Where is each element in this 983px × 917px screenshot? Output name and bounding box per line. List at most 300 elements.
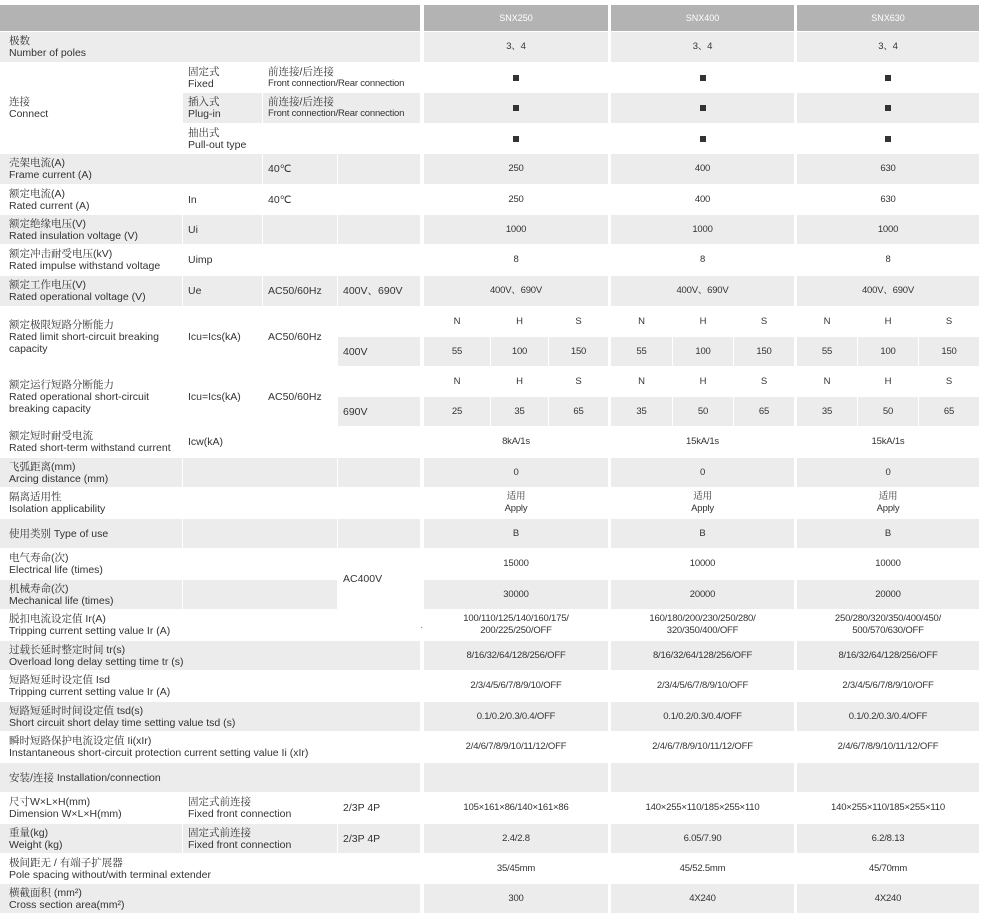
grade-letter: N — [453, 315, 461, 327]
mechanical-life-2 — [797, 580, 979, 609]
impulse-symbol — [183, 245, 262, 275]
isolation-value-en: Apply — [876, 503, 900, 514]
connect-pullout-mark-2 — [797, 124, 979, 153]
impulse-label — [0, 245, 182, 275]
connect-plugin-type — [183, 93, 262, 123]
capacity-value: 50 — [697, 405, 709, 417]
weight-1 — [611, 824, 794, 853]
impulse-value: 8 — [885, 254, 891, 265]
short-delay-time-value: 0.1/0.2/0.3/0.4/OFF — [476, 710, 556, 722]
isolation-value-en: Apply — [504, 503, 528, 514]
connect-fixed-conn — [263, 63, 420, 92]
tripping-current-2 — [797, 610, 979, 640]
electrical-life-1 — [611, 549, 794, 579]
connect-pullout-type — [183, 124, 337, 153]
poles-label-en: Number of poles — [9, 47, 87, 59]
square-mark-icon — [513, 75, 519, 81]
frame-current-2 — [797, 154, 979, 184]
square-mark-icon — [700, 136, 706, 142]
isolation-value-en: Apply — [691, 503, 714, 514]
icu-value-4 — [673, 337, 733, 366]
grade-letter: S — [760, 315, 768, 327]
capacity-value: 100 — [695, 345, 711, 357]
cond-text: AC50/60Hz — [268, 330, 322, 343]
arcing-value: 0 — [513, 466, 519, 478]
icw-value: 15kA/1s — [686, 436, 719, 447]
empty-cell — [183, 519, 337, 548]
label-en: Tripping current setting value Ir (A) — [9, 625, 171, 637]
ics-grade-2 — [549, 367, 608, 396]
operational-voltage-cond — [263, 276, 337, 306]
electrical-life-value: 10000 — [875, 558, 901, 569]
arcing-0 — [424, 458, 608, 487]
icu-value-3 — [611, 337, 672, 366]
label-en: Short circuit short delay time setting value tsd (s) — [9, 716, 236, 729]
insulation-0 — [424, 215, 608, 244]
frame-current-cond — [263, 154, 337, 184]
empty-cell — [338, 519, 420, 548]
short-delay-current-value: 2/3/4/5/6/7/8/9/10/OFF — [470, 680, 562, 691]
short-delay-current-1 — [611, 671, 794, 701]
ics-value-3 — [611, 397, 672, 426]
short-delay-current-label — [0, 671, 420, 701]
weight-0 — [424, 824, 608, 853]
icu-grade-4 — [673, 307, 733, 336]
installation-empty-2 — [797, 763, 979, 792]
connect-pullout-mark-1 — [611, 124, 794, 153]
impulse-1 — [611, 245, 794, 275]
frame-current-value: 630 — [880, 163, 896, 174]
arcing-1 — [611, 458, 794, 487]
electrical-life-value: 10000 — [689, 558, 716, 569]
icu-grade-5 — [734, 307, 794, 336]
cond-text: AC400V — [343, 573, 383, 585]
insulation-value: 1000 — [692, 223, 713, 235]
dimension-2 — [797, 793, 979, 823]
grade-letter: H — [516, 375, 523, 387]
icu-value-1 — [491, 337, 548, 366]
installation-empty-1 — [611, 763, 794, 792]
tripping-marker: · — [420, 622, 424, 633]
instantaneous-label — [0, 732, 420, 762]
short-delay-time-2 — [797, 702, 979, 731]
empty-cell — [183, 549, 337, 579]
capacity-value: 35 — [514, 405, 525, 417]
square-mark-icon — [885, 136, 891, 142]
connect-fixed-type — [183, 63, 262, 92]
tripping-current-1 — [611, 610, 794, 640]
arcing-value: 0 — [885, 466, 891, 478]
frame-current-1 — [611, 154, 794, 184]
connect-plugin-mark-1 — [611, 93, 794, 123]
mechanical-life-1 — [611, 580, 794, 609]
capacity-value: 50 — [882, 405, 894, 417]
impulse-2 — [797, 245, 979, 275]
tripping-current-value-l2: 200/225/250/OFF — [480, 625, 552, 636]
icu-label-zh: 额定极限短路分断能力 — [9, 318, 114, 331]
label-zh: 瞬时短路保护电流设定值 Ii(xIr) — [9, 735, 152, 747]
instantaneous-value: 2/4/6/7/8/9/10/11/12/OFF — [465, 741, 567, 752]
label-zh: 过载长延时整定时间 tr(s) — [9, 643, 126, 656]
label-zh: 横截面积 (mm²) — [9, 886, 82, 899]
dimension-0 — [424, 793, 608, 823]
isolation-value-zh: 适用 — [693, 491, 712, 502]
isolation-0 — [424, 488, 608, 518]
cross-section-1 — [611, 884, 794, 913]
operational-voltage-label-en: Rated operational voltage (V) — [9, 291, 146, 303]
dimension-poles-text: 2/3P 4P — [343, 802, 381, 814]
electrical-life-value: 15000 — [503, 558, 529, 569]
grade-letter: N — [453, 375, 461, 387]
capacity-value: 65 — [758, 405, 770, 417]
icw-value: 15kA/1s — [871, 436, 905, 447]
conn-en: Front connection/Rear connection — [268, 108, 405, 119]
type-of-use-2 — [797, 519, 979, 548]
icu-voltage — [338, 337, 420, 366]
arcing-2 — [797, 458, 979, 487]
tripping-current-0 — [424, 610, 608, 640]
capacity-value: 150 — [756, 345, 772, 357]
overload-delay-1 — [611, 641, 794, 670]
connect-label — [0, 63, 182, 153]
ics-grade-7 — [858, 367, 918, 396]
isolation-value-zh: 适用 — [506, 491, 526, 502]
instantaneous-value: 2/4/6/7/8/9/10/11/12/OFF — [837, 741, 939, 752]
empty-cell — [183, 580, 337, 609]
weight-value: 2.4/2.8 — [502, 832, 530, 844]
insulation-2 — [797, 215, 979, 244]
pole-spacing-value: 35/45mm — [496, 862, 536, 874]
capacity-value: 55 — [451, 345, 463, 357]
capacity-value: 25 — [451, 405, 463, 417]
ics-label-en2: breaking capacity — [9, 402, 91, 415]
instantaneous-2 — [797, 732, 979, 762]
weight-value: 6.05/7.90 — [683, 832, 722, 844]
insulation-value: 1000 — [877, 223, 899, 235]
poles-2 — [797, 32, 979, 62]
symbol-text: Icu=Ics(kA) — [188, 390, 241, 403]
weight-2 — [797, 824, 979, 853]
mount-en: Fixed front connection — [188, 838, 292, 851]
rated-current-0 — [424, 185, 608, 214]
weight-mount — [183, 824, 337, 853]
type-en: Plug-in — [188, 108, 221, 120]
instantaneous-value: 2/4/6/7/8/9/10/11/12/OFF — [652, 741, 753, 752]
frame-current-value: 250 — [508, 163, 524, 174]
symbol-text: Icw(kA) — [188, 436, 223, 448]
icw-0 — [424, 427, 608, 457]
ics-grade-0 — [424, 367, 490, 396]
voltage-text: 400V — [343, 345, 368, 358]
type-zh: 插入式 — [188, 96, 220, 108]
label-en: Tripping current setting value Ir (A) — [9, 686, 171, 698]
tripping-current-label — [0, 610, 420, 640]
ics-grade-5 — [734, 367, 794, 396]
rated-current-symbol-text: In — [188, 193, 197, 206]
conn-en: Front connection/Rear connection — [268, 77, 405, 89]
label-en: Instantaneous short-circuit protection current setting value Ii (xIr) — [9, 747, 309, 759]
dimension-value: 105×161×86/140×161×86 — [463, 802, 569, 813]
ics-symbol — [183, 367, 262, 426]
square-mark-icon — [513, 136, 519, 142]
ics-grade-6 — [797, 367, 857, 396]
type-of-use-label — [0, 519, 182, 548]
icu-label — [0, 307, 182, 366]
model-header-snx400 — [611, 5, 794, 31]
connect-pullout-conn — [338, 124, 420, 153]
icu-value-5 — [734, 337, 794, 366]
square-mark-icon — [885, 75, 891, 81]
grade-letter: N — [638, 375, 645, 387]
frame-current-cond-text: 40℃ — [268, 163, 292, 175]
dimension-label-en: Dimension W×L×H(mm) — [9, 808, 122, 820]
icw-label — [0, 427, 182, 457]
empty-cell — [183, 488, 337, 518]
capacity-value: 35 — [636, 405, 647, 417]
poles-value: 3、4 — [878, 41, 898, 52]
label-text: 使用类别 Type of use — [9, 527, 109, 540]
impulse-label-en: Rated impulse withstand voltage — [9, 260, 161, 272]
mechanical-life-0 — [424, 580, 608, 609]
icu-value-2 — [549, 337, 608, 366]
icw-value: 8kA/1s — [502, 436, 530, 447]
operational-voltage-symbol-text: Ue — [188, 285, 202, 297]
insulation-symbol — [183, 215, 262, 244]
mechanical-life-label-en: Mechanical life (times) — [9, 594, 114, 607]
empty-cell — [263, 215, 337, 244]
grade-letter: N — [823, 315, 831, 327]
cond-text: AC50/60Hz — [268, 390, 322, 403]
tripping-current-value-l2: 320/350/400/OFF — [666, 625, 739, 636]
model-name: SNX630 — [871, 13, 905, 23]
arcing-value: 0 — [699, 466, 706, 478]
operational-voltage-label — [0, 276, 182, 306]
cross-section-label — [0, 884, 420, 913]
rated-current-cond — [263, 185, 337, 214]
ics-label-zh: 额定运行短路分断能力 — [9, 378, 114, 391]
label-zh: 脱扣电流设定值 Ir(A) — [9, 613, 106, 625]
grade-letter: H — [699, 375, 707, 387]
dimension-label — [0, 793, 182, 823]
short-delay-time-label — [0, 702, 420, 731]
square-mark-icon — [700, 75, 706, 81]
electrical-life-0 — [424, 549, 608, 579]
ics-label-en1: Rated operational short-circuit — [9, 390, 150, 403]
rated-current-1 — [611, 185, 794, 214]
dimension-value: 140×255×110/185×255×110 — [645, 802, 760, 813]
icu-value-7 — [858, 337, 918, 366]
cross-section-2 — [797, 884, 979, 913]
icu-value-6 — [797, 337, 857, 366]
grade-letter: S — [945, 375, 953, 387]
operational-voltage-cond2 — [338, 276, 420, 306]
type-of-use-0 — [424, 519, 608, 548]
poles-label-zh: 极数 — [9, 35, 30, 47]
icu-grade-1 — [491, 307, 548, 336]
pole-spacing-1 — [611, 854, 794, 883]
insulation-label-zh: 额定绝缘电压(V) — [9, 217, 86, 230]
label-en: Overload long delay setting time tr (s) — [9, 655, 184, 668]
frame-current-value: 400 — [694, 163, 711, 174]
capacity-value: 65 — [573, 405, 584, 417]
operational-voltage-symbol — [183, 276, 262, 306]
empty-cell — [338, 458, 420, 487]
frame-current-0 — [424, 154, 608, 184]
ics-value-7 — [858, 397, 918, 426]
mount-en: Fixed front connection — [188, 808, 292, 820]
grade-letter: S — [575, 375, 582, 387]
model-header-snx250 — [424, 5, 608, 31]
type-of-use-value: B — [884, 527, 892, 539]
connect-plugin-mark-2 — [797, 93, 979, 123]
type-en: Pull-out type — [188, 138, 247, 151]
square-mark-icon — [700, 105, 706, 111]
icw-label-zh: 额定短时耐受电流 — [9, 430, 93, 442]
empty-cell — [263, 245, 337, 275]
ics-value-0 — [424, 397, 490, 426]
cross-section-0 — [424, 884, 608, 913]
icu-label-en1: Rated limit short-circuit breaking — [9, 330, 159, 343]
icw-label-en: Rated short-term withstand current — [9, 442, 171, 454]
rated-current-label — [0, 185, 182, 214]
electrical-life-label-en: Electrical life (times) — [9, 564, 103, 576]
mechanical-life-value: 20000 — [689, 588, 716, 600]
icu-grade-2 — [549, 307, 608, 336]
operational-voltage-cond2-text: 400V、690V — [343, 285, 403, 297]
empty-cell — [338, 367, 420, 396]
mechanical-life-label-zh: 机械寿命(次) — [9, 582, 69, 595]
square-mark-icon — [885, 105, 891, 111]
icu-label-en2: capacity — [9, 342, 48, 355]
tripping-current-value-l2: 500/570/630/OFF — [852, 625, 924, 636]
dimension-poles — [338, 793, 420, 823]
label-en: Cross section area(mm²) — [9, 898, 125, 911]
type-of-use-1 — [611, 519, 794, 548]
icw-1 — [611, 427, 794, 457]
impulse-value: 8 — [699, 254, 706, 265]
header-blank — [0, 5, 420, 31]
capacity-value: 100 — [880, 345, 896, 357]
instantaneous-0 — [424, 732, 608, 762]
insulation-value: 1000 — [505, 223, 527, 235]
isolation-label-zh: 隔离适用性 — [9, 491, 62, 503]
ics-label — [0, 367, 182, 426]
grade-letter: H — [699, 315, 707, 327]
weight-label-en: Weight (kg) — [9, 838, 63, 851]
weight-poles-text: 2/3P 4P — [343, 832, 381, 845]
tripping-current-value-l1: 100/110/125/140/160/175/ — [463, 613, 569, 624]
dimension-label-zh: 尺寸W×L×H(mm) — [9, 796, 91, 808]
label-zh: 短路短延时时间设定值 tsd(s) — [9, 704, 144, 717]
capacity-value: 100 — [511, 345, 528, 357]
poles-0 — [424, 32, 608, 62]
connect-label-zh: 连接 — [9, 96, 30, 108]
grade-letter: S — [760, 375, 768, 387]
grade-letter: N — [638, 315, 645, 327]
poles-value: 3、4 — [506, 41, 526, 52]
ics-value-4 — [673, 397, 733, 426]
overload-delay-0 — [424, 641, 608, 670]
connect-plugin-conn — [263, 93, 420, 123]
icu-grade-6 — [797, 307, 857, 336]
grade-letter: H — [884, 375, 892, 387]
ics-grade-3 — [611, 367, 672, 396]
insulation-1 — [611, 215, 794, 244]
mechanical-life-value: 30000 — [503, 588, 529, 600]
conn-zh: 前连接/后连接 — [268, 96, 334, 108]
label-zh: 极间距无 / 有端子扩展器 — [9, 856, 123, 869]
ics-value-5 — [734, 397, 794, 426]
dimension-value: 140×255×110/185×255×110 — [831, 802, 945, 813]
overload-delay-label — [0, 641, 420, 670]
pole-spacing-2 — [797, 854, 979, 883]
grade-letter: S — [945, 315, 953, 327]
insulation-symbol-text: Ui — [188, 223, 198, 236]
ics-cond — [263, 367, 337, 426]
ics-value-6 — [797, 397, 857, 426]
icu-grade-0 — [424, 307, 490, 336]
connect-label-en: Connect — [9, 108, 49, 120]
pole-spacing-value: 45/52.5mm — [679, 862, 726, 874]
short-delay-time-0 — [424, 702, 608, 731]
ics-value-2 — [549, 397, 608, 426]
electrical-life-label-zh: 电气寿命(次) — [9, 552, 69, 564]
mount-zh: 固定式前连接 — [188, 796, 251, 808]
impulse-label-zh: 额定冲击耐受电压(kV) — [9, 248, 113, 260]
tripping-current-value-l1: 160/180/200/230/250/280/ — [649, 613, 756, 624]
overload-delay-2 — [797, 641, 979, 670]
poles-label — [0, 32, 420, 62]
icu-cond — [263, 307, 337, 366]
isolation-label — [0, 488, 182, 518]
dimension-mount — [183, 793, 337, 823]
short-delay-time-1 — [611, 702, 794, 731]
type-zh: 固定式 — [188, 65, 220, 78]
rated-current-cond-text: 40℃ — [268, 193, 292, 206]
rated-current-value: 400 — [694, 193, 711, 205]
grade-letter: H — [516, 315, 523, 327]
rated-current-value: 630 — [880, 193, 896, 205]
type-of-use-value: B — [699, 527, 706, 539]
label-zh: 短路短延时设定值 Isd — [9, 674, 110, 686]
symbol-text: Icu=Ics(kA) — [188, 330, 241, 343]
connect-fixed-mark-0 — [424, 63, 608, 92]
ics-voltage — [338, 397, 420, 426]
cross-section-value: 4X240 — [689, 892, 716, 904]
model-name: SNX400 — [685, 13, 720, 23]
type-en: Fixed — [188, 77, 214, 90]
operational-voltage-2 — [797, 276, 979, 306]
short-delay-current-value: 2/3/4/5/6/7/8/9/10/OFF — [842, 680, 934, 691]
capacity-value: 65 — [943, 405, 955, 417]
pole-spacing-label — [0, 854, 420, 883]
short-delay-current-0 — [424, 671, 608, 701]
empty-cell — [338, 488, 420, 518]
rated-current-2 — [797, 185, 979, 214]
poles-value: 3、4 — [692, 41, 713, 52]
isolation-value-zh: 适用 — [878, 491, 898, 502]
overload-delay-value: 8/16/32/64/128/256/OFF — [652, 649, 753, 661]
weight-label-zh: 重量(kg) — [9, 826, 49, 839]
impulse-value: 8 — [513, 254, 519, 265]
weight-value: 6.2/8.13 — [871, 832, 905, 844]
insulation-label-en: Rated insulation voltage (V) — [9, 229, 138, 242]
frame-current-label-en: Frame current (A) — [9, 169, 92, 181]
rated-current-symbol — [183, 185, 262, 214]
isolation-1 — [611, 488, 794, 518]
empty-cell — [338, 185, 420, 214]
mechanical-life-value: 20000 — [875, 588, 901, 600]
